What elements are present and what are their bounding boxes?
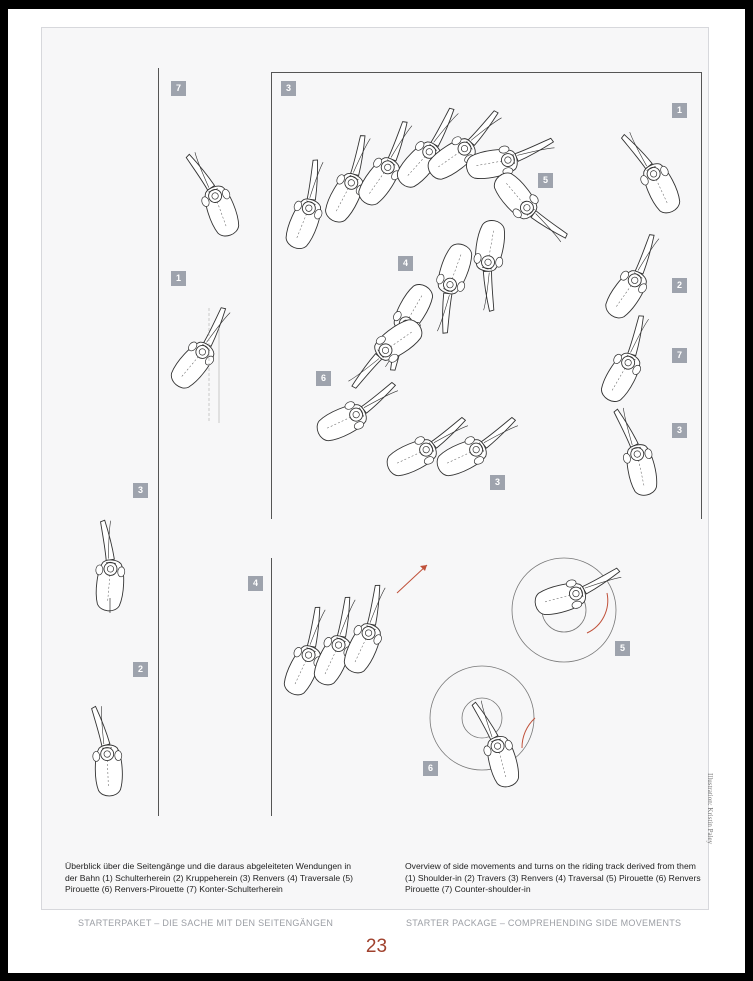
badge-4-bottom: 4 [248,576,263,591]
badge-1-left: 1 [171,271,186,286]
horse-rider-icon [595,314,665,406]
caption-english: Overview of side movements and turns on the riding track derived from them (1) Shoulder-in (2) Travers (3) Renvers (4) Traversal (5) Pirouette (6) Renvers Pirouette (7) Counter-shoulder-in [405,861,701,894]
badge-7-right: 7 [672,348,687,363]
direction-arrow-icon [397,565,427,593]
page [8,9,745,973]
horse-rider-icon [312,381,406,445]
badge-4-mid: 4 [398,256,413,271]
horse-rider-icon [92,520,129,612]
badge-1-right: 1 [672,103,687,118]
badge-2-right: 2 [672,278,687,293]
horse-rider-icon [532,567,626,618]
badge-6-bottom: 6 [423,761,438,776]
horse-rider-icon [420,240,478,334]
horse-rider-icon [91,706,123,797]
horse-rider-icon [465,218,509,312]
footer-right: STARTER PACKAGE – COMPREHENDING SIDE MOVEMENTS [406,918,682,928]
movement-illustrations [42,28,710,911]
footer-left: STARTERPAKET – DIE SACHE MIT DEN SEITENGÄNGEN [78,918,334,928]
badge-3-right: 3 [672,423,687,438]
horse-rider-icon [613,404,660,498]
illustration-panel [41,27,714,910]
horse-rider-icon [471,696,522,790]
illustration-credit: Illustration: Kristin Paley [706,773,714,845]
horse-rider-icon [185,146,243,240]
badge-5-arc: 5 [538,173,553,188]
badge-6-mid: 6 [316,371,331,386]
caption-german: Überblick über die Seitengänge und die daraus abgeleiteten Wendungen in der Bahn (1) Schulterherein (2) Kruppeherein (3) Renvers (4) Traversale (5) Pirouette (6) Renvers-Pirouette (7) Konter-Schulterherein [65,861,354,894]
badge-3-left: 3 [133,483,148,498]
horse-rider-icon [338,314,428,389]
horse-rider-icon [164,306,244,394]
horse-rider-icon [620,124,684,218]
badge-3-mid: 3 [490,475,505,490]
badge-3-top: 3 [281,81,296,96]
badge-5-bottom: 5 [615,641,630,656]
badge-7-top: 7 [171,81,186,96]
horse-rider-icon [432,416,526,480]
page-number: 23 [365,936,388,957]
horse-rider-icon [599,233,674,323]
badge-2-left: 2 [133,662,148,677]
